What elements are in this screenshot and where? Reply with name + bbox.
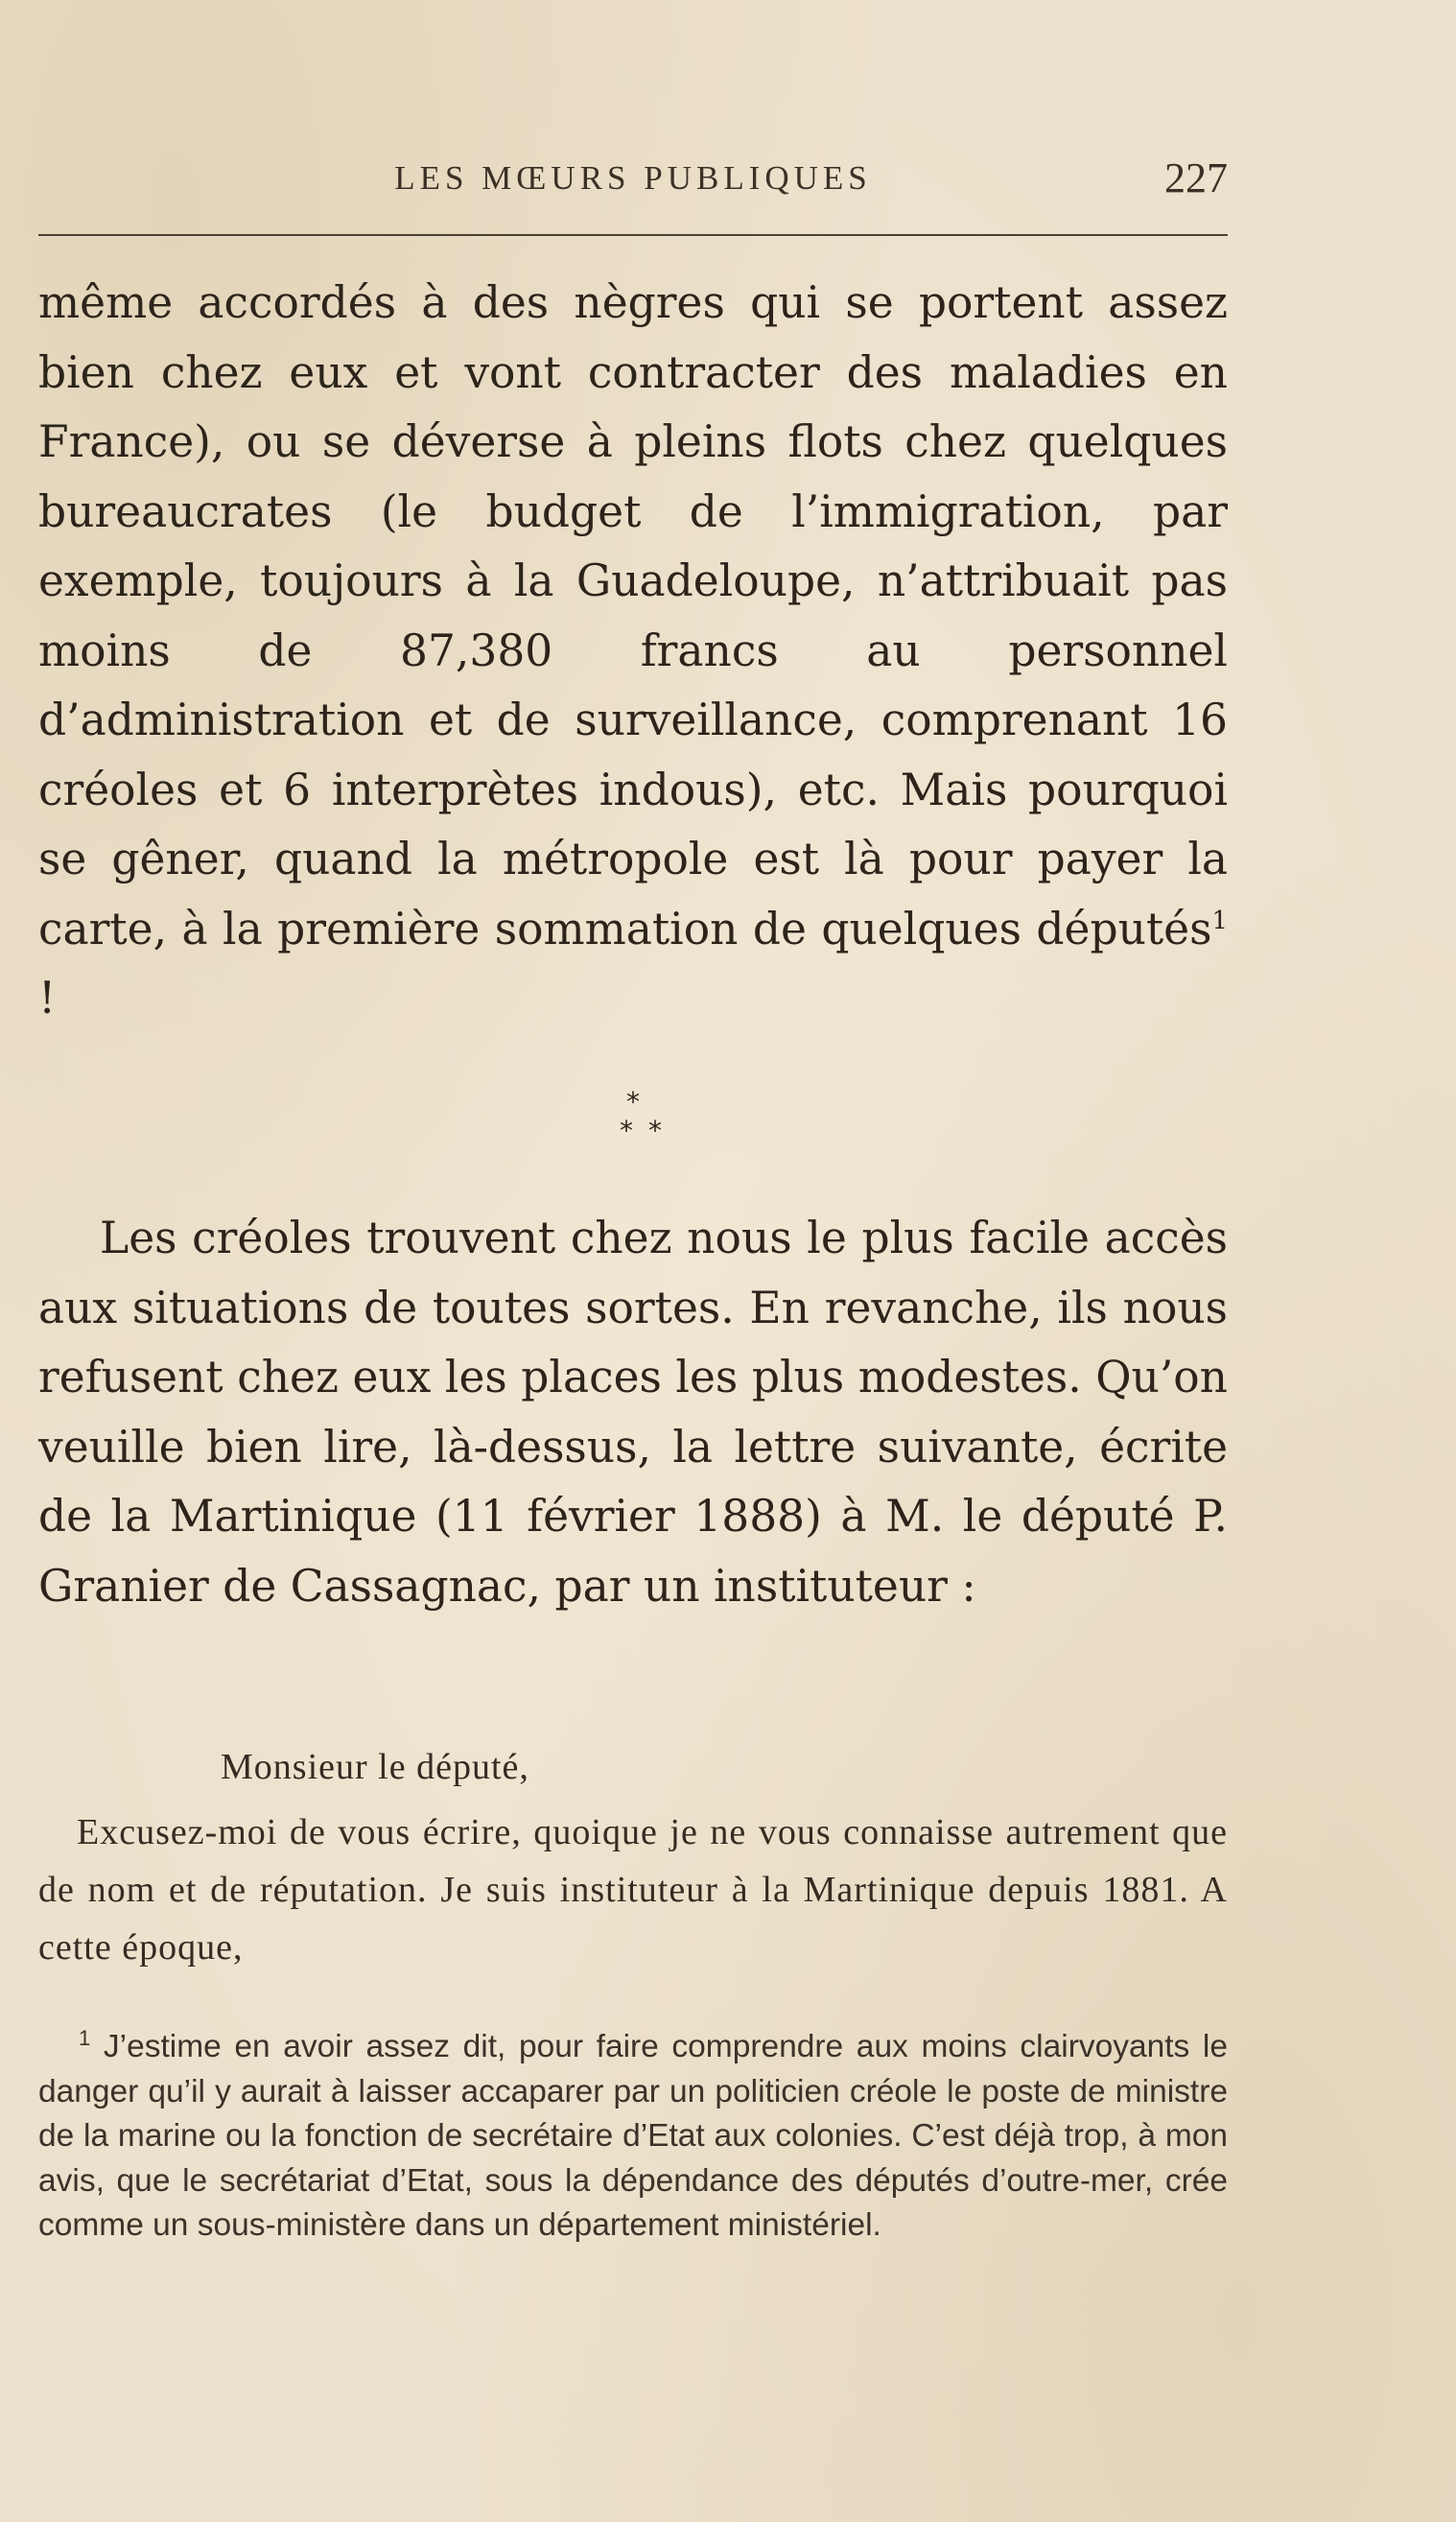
paragraph-2-text: Les créoles trouvent chez nous le plus facile accès aux situations de toutes sortes. En revanche, ils nous refusent chez eux les places les plus modestes. Qu’on veuille bien lire, là-dessus, la lettre suivante, écrite de la Martinique (11 février 1888) à M. le député P. Granier de Cassagnac, par un instituteur :: [38, 1213, 1228, 1612]
paragraph-1-end: !: [38, 973, 57, 1024]
footnote: [38, 2025, 1228, 2249]
asterism-divider: [575, 1086, 691, 1163]
footnote-reference: 1: [1211, 906, 1228, 935]
paragraph-1-text: même accordés à des nègres qui se portent assez bien chez eux et vont contracter des maladies en France), ou se déverse à pleins flots chez quelques bureaucrates (le budget de l’immigration, par exemple, toujours à la Guadeloupe, n’attribuait pas moins de 87,380 francs au personnel d’administration et de surveillance, comprenant 16 créoles et 6 interprètes indous), etc. Mais pourquoi se gêner, quand la métropole est là pour payer la carte, à la première sommation de quelques députés: [38, 277, 1228, 955]
paragraph-2: [38, 1204, 1228, 1621]
running-head: [38, 153, 1228, 211]
asterism-star-top: *: [626, 1086, 640, 1118]
paragraph-1: [38, 269, 1228, 1034]
page-number: 227: [1164, 154, 1228, 201]
header-rule: [38, 234, 1228, 236]
footnote-mark: 1: [79, 2025, 91, 2050]
letter-salutation: Monsieur le député,: [221, 1747, 529, 1787]
asterism-stars-bottom: **: [620, 1115, 677, 1146]
footnote-text: J’estime en avoir assez dit, pour faire comprendre aux moins clairvoyants le danger qu’il y aurait à laisser accaparer par un politicien créole le poste de ministre de la marine ou la fonction de secrétaire d’Etat aux colonies. C’est déjà trop, à mon avis, que le secrétariat d’Etat, sous la dépendance des députés d’outre-mer, crée comme un sous-ministère dans un département ministériel.: [38, 2029, 1229, 2243]
running-title: LES MŒURS PUBLIQUES: [394, 159, 872, 197]
quoted-letter: [38, 1738, 1228, 1976]
letter-body: Excusez-moi de vous écrire, quoique je ne vous connaisse autrement que de nom et de réputation. Je suis instituteur à la Martinique depuis 1881. A cette époque,: [38, 1812, 1228, 1968]
